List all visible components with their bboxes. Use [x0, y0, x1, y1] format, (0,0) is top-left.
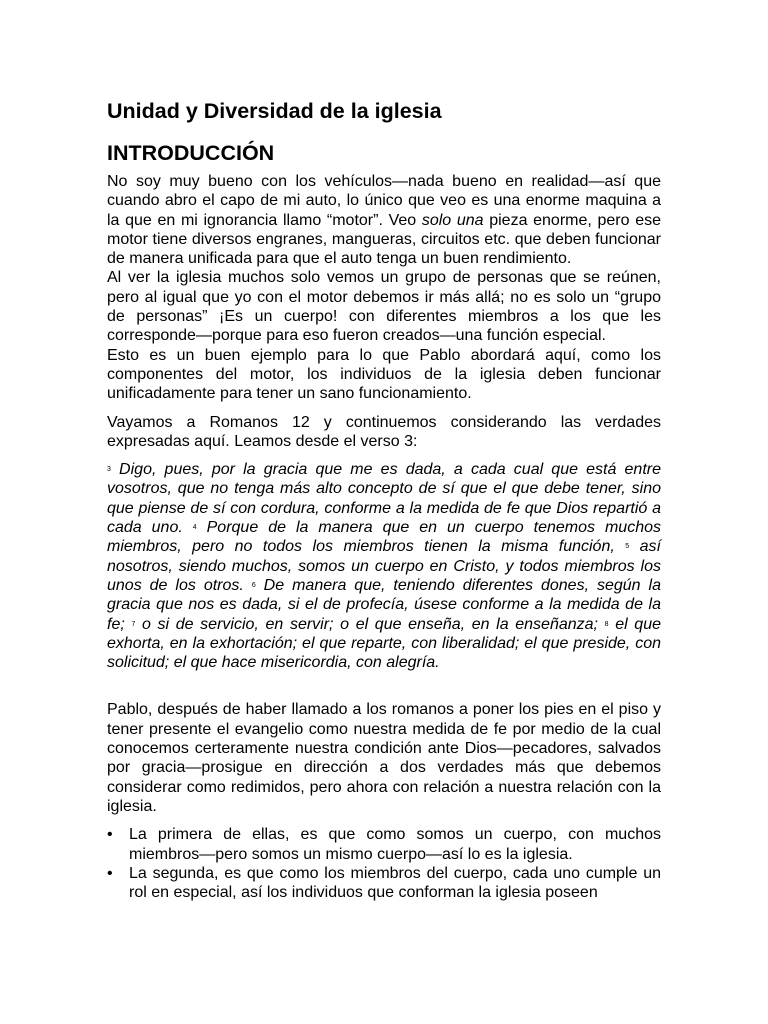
bullet-icon: •	[107, 864, 113, 882]
paragraph-text: No soy muy bueno con los vehículos—nada bueno en realidad—así que cuando abro el capo de mi auto, lo único que veo es una enorme maquina a la que en mi ignorancia llamo “motor”. Veo	[107, 173, 661, 229]
intro-paragraph-1	[107, 172, 661, 268]
verse-text: De manera que, teniendo diferentes dones, según la gracia que nos es dada, si el de profecía, úsese conforme a la medida de la fe;	[107, 576, 661, 633]
intro-paragraph-3: Esto es un buen ejemplo para lo que Pablo abordará aquí, como los componentes del motor, los individuos de la iglesia deben funcionar unificadamente para tener un sano funcionamiento.	[107, 346, 661, 403]
scripture-quote	[107, 460, 661, 672]
document-page	[107, 96, 661, 902]
body-paragraph: Pablo, después de haber llamado a los romanos a poner los pies en el piso y tener presente el evangelio como nuestra medida de fe por medio de la cual conocemos certeramente nuestra condición ante Dios—pecadores, salvados por gracia—prosigue en dirección a dos verdades más que debemos considerar como redimidos, pero ahora con relación a nuestra relación con la iglesia.	[107, 701, 661, 815]
verse-number: 8	[604, 620, 609, 628]
verse-number: 5	[625, 543, 630, 551]
verse-number: 3	[107, 466, 111, 474]
paragraph-text: pieza enorme, pero ese motor tiene diversos engranes, mangueras, circuitos etc. que deben funcionar de manera unificada para que el auto tenga un buen rendimiento.	[107, 211, 661, 268]
verse-text: el que exhorta, en la exhortación; el que reparte, con liberalidad; el que preside, con solicitud; el que hace misericordia, con alegría.	[107, 615, 662, 672]
verse-text: Digo, pues, por la gracia que me es dada, a cada cual que está entre vosotros, que no tenga más alto concepto de sí que el que debe tener, sino que piense de sí con cordura, conforme a la medida de fe que Dios repartió a cada uno.	[107, 461, 661, 537]
list-item-text: La segunda, es que como los miembros del cuerpo, cada uno cumple un rol en especial, así los individuos que conforman la iglesia poseen	[129, 864, 661, 902]
verse-number: 6	[251, 581, 256, 589]
list-item	[107, 864, 661, 903]
intro-paragraph-2: Al ver la iglesia muchos solo vemos un grupo de personas que se reúnen, pero al igual que yo con el motor debemos ir más allá; no es solo un “grupo de personas” ¡Es un cuerpo! con diferentes miembros a los que les corresponde—porque para eso fueron creados—una función especial.	[107, 269, 661, 345]
verse-text: o si de servicio, en servir; o el que enseña, en la enseñanza;	[135, 615, 605, 633]
bullet-icon: •	[107, 826, 113, 844]
intro-heading: INTRODUCCIÓN	[107, 141, 275, 165]
emphasis-text: solo una	[421, 211, 484, 229]
verse-number: 4	[192, 524, 197, 532]
romans-intro-paragraph: Vayamos a Romanos 12 y continuemos considerando las verdades expresadas aquí. Leamos desde el verso 3:	[107, 413, 661, 450]
list-item	[107, 825, 661, 864]
verse-number: 7	[131, 620, 136, 628]
bullet-list	[107, 825, 661, 902]
verse-text: Porque de la manera que en un cuerpo tenemos muchos miembros, pero no todos los miembros tienen la misma función,	[107, 519, 661, 556]
list-item-text: La primera de ellas, es que como somos un cuerpo, con muchos miembros—pero somos un mismo cuerpo—así lo es la iglesia.	[129, 826, 661, 863]
verse-text: así nosotros, siendo muchos, somos un cuerpo en Cristo, y todos miembros los unos de los otros.	[107, 538, 661, 594]
document-title: Unidad y Diversidad de la iglesia	[107, 99, 442, 123]
